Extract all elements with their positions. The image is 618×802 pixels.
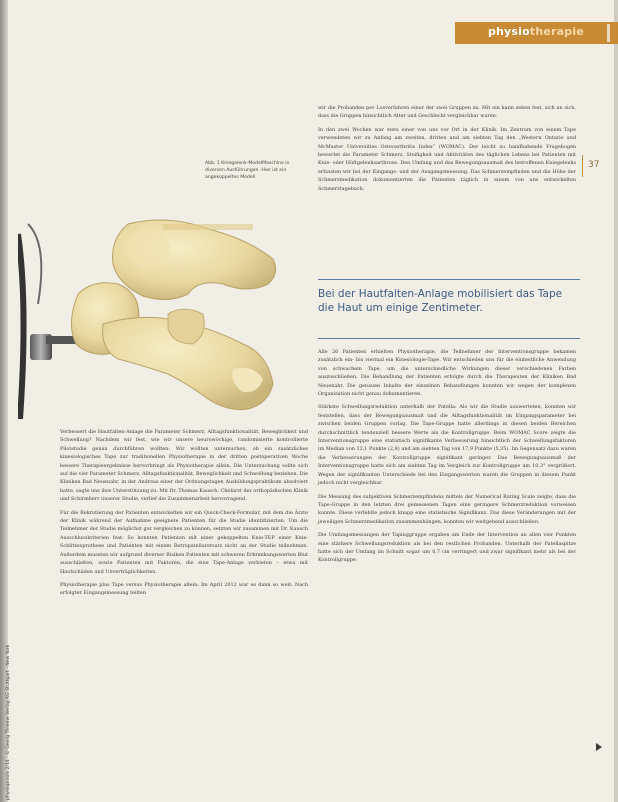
paragraph: Alle 26 Patienten erhielten Physiotherapie, die Teilnehmer der Interventionsgruppe bekamen zusätzlich ein- bis viermal ein Kinesiologie-Tape. Wir entschieden uns für die einheitliche Anwendung von schwachem Tape, um die unterschiedliche Wirkungen dieser verschiedenen Farben auszuschließen. Die Behandlung der Patienten erfolgte durch die Therapeuten der Kliniken Bad Neuenahr. Die genauen Inhalte der einzelnen Behandlungen konnten wir wegen der komplexen Organisation nicht genau dokumentieren. <box>318 349 576 398</box>
brand-left: physio <box>487 25 530 38</box>
figure-caption: Abb. 1 Kniegelenk-ModelMaschine in diversen Ausführungen. Hier ist ein angekoppeltes Modell. <box>205 161 290 180</box>
pull-quote: Bei der Hautfalten-Anlage mobilisiert das Tape die Haut um einige Zentimeter. <box>318 288 563 314</box>
pull-quote-rule-top <box>318 279 580 280</box>
paragraph: Die Umfangsmessungen der Tapinggruppe ergaben am Ende der Intervention an allen vier Punkten eine stärkere Schwellungsreduktion als bei den restlichen Probanden. Unterhalb der Patellaspitze hatte sich der Umfang im Schnitt sogar um 0,7 cm verringert und zwar signifikant mehr als bei der Kontrollgruppe. <box>318 532 576 564</box>
paragraph: In den zwei Wochen war stets einer von uns vor Ort in der Klinik. Im Zentrum von einem Tape verwendeten wir zu Anfang am zweiten, dritten und am siebten Tag den „Western Ontario and McMaster Universities Osteoarthritis Index“ (WOMAC). Der leicht zu handhabende Fragebogen bewertet die Parameter Schmerz, Steifigkeit und Aktivitäten des täglichen Lebens bei Patienten mit Knie- oder Hüftgelenksarthrose. Den Umfang und das Bewegungsausmaß des betroffenen Kniegelenks erfassten wir bei der Eingangs- und der Ausgangsmessung. Das Schmerzempfinden und die Höhe der Schmerzmedikation dokumentierten die Patienten täglich in einem von uns entwickelten Schmerztagebuch. <box>318 126 576 192</box>
section-header <box>455 22 618 44</box>
paragraph: wir die Probanden per Losverfahren einer der zwei Gruppen zu. Mit ein kann sehen fest, sich an sich, dass die Gruppen hinsichtlich Alter und Geschlecht vergleichbar waren. <box>318 105 576 120</box>
paragraph: Stärkste Schwellungsreduktion unterhalb der Patella: Als wir die Studie auswerteten, konnten wir feststellen, dass der Bewegungsausmaß und die Alltagsfunktionalität im Eingangsparameter bei zwischen beiden Gruppen vorlag. Die Tape-Gruppe hatte allerdings in diesen beiden Bereichen durchschnittlich tendenziell bessere Werte als die Kontrollgruppe. Beim WOMAC Score zeigte die Interventionsgruppe eine statistisch signifikante Verbesserung hinsichtlich der Schwellungsfaktoren im Median von 12,1 Punkte (2,8) und am siebten Tag von 17,9 Punkte (5,35). Im Gegensatz dazu waren die Verbesserungen der Kontrollgruppe signifikant geringer. Das Bewegungsausmaß der Interventionsgruppe hatte sich am siebten Tag im Vergleich zur Kontrollgruppe um 10,3° vergrößert. Wegen der signifikanten Unterschiede bei den Eingangswerten waren die Gruppen in diesem Punkt jedoch nicht vergleichbar. <box>318 404 576 487</box>
header-tick <box>607 24 610 42</box>
page-number: 37 <box>588 160 600 170</box>
paragraph: Für die Rekrutierung der Patienten entwickelten wir ein Quick-Check-Formular, mit dem die Ärzte der Klinik während der Aufnahme geeignete Patienten für die Studie identifizierten. Um die Teilnehmer der Studie möglichst gut vergleichen zu können, setzten wir zusammen mit Dr. Kausch Ausschlusskriterien fest: So konnten Patienten mit einer gekoppelten Knie-TEP einer Knie-Schlittenprothese und Patienten mit einem Retropatellarersatz nicht an der Studie teilnehmen. Außerdem mussten wir aufgrund diverser Risiken Patienten mit schweren Erkrankungswerten Blut ausschließen, sowie Patienten mit Faktoren, die eine Tape-Anlage verbieten – etwa mit Hautschäden und Unverträglichkeiten. <box>60 509 308 575</box>
paragraph: Verbessert die Hautfalten-Anlage die Parameter Schmerz, Alltagsfunktionalität, Beweglichkeit und Schwellung? Nachdem wir fest, wie wir unsere neurowöchige, randomisierte kontrollierte Pilotstudie genau durchführen wollten: Wir wollten untersuchen, ob ein zusätzliches kinesiologisches Tape zur traditionellen Physiotherapie in der dritten postoperativen Woche bessere Therapieergebnisse hervorbringt als Physiotherapie allein. Die Untersuchung sollte sich auf die vier Parameter Schmerz, Alltagsfunktionalität, Beweglichkeit und Schwellung beziehen. Die Kliniken Bad Neuenahr, in der Andreas einer der Ordnungstagen Ausbildungspraktikum absolviert hatte, sagte uns ihre Unterstützung zu. Mit Dr. Thomas Kausch, Chefarzt der orthopädischen Klinik und Schirmherr unserer Studie, verlief die Zusammenarbeit hervorragend. <box>60 429 308 503</box>
left-column-text <box>60 428 308 603</box>
continue-arrow-icon <box>596 743 602 751</box>
right-column-top-text <box>318 104 576 198</box>
knee-model-photo <box>18 184 313 419</box>
paragraph: Physiotherapie plus Tape versus Physiotherapie allein: Im April 2012 war es dann so weit: Nach erfolgter Eingangsmessung teilten <box>60 581 308 597</box>
section-title <box>488 25 584 38</box>
imprint-text: physiopraxis 2/14 · © Georg Thieme Verlag KG Stuttgart · New York <box>6 644 11 800</box>
paragraph: Die Messung des subjektiven Schmerzempfindens mittels der Numerical Rating Scale zeigte, dass die Tape-Gruppe in den letzten drei gemessenen Tagen eine geringere Schmerzreduktion vorweisen konnte. Diese verfehlte jedoch knapp eine statistische Signifikanz. Das diese Veränderungen mit der jeweiligen Schmerzmedikation zusammenhängen, konnten wir weitgehend ausschließen. <box>318 493 576 525</box>
brand-right: therapie <box>529 25 584 38</box>
vertical-imprint <box>6 540 18 800</box>
right-column-bottom-text <box>318 348 576 570</box>
pull-quote-rule-bottom <box>318 338 580 339</box>
page-edge <box>614 0 618 802</box>
